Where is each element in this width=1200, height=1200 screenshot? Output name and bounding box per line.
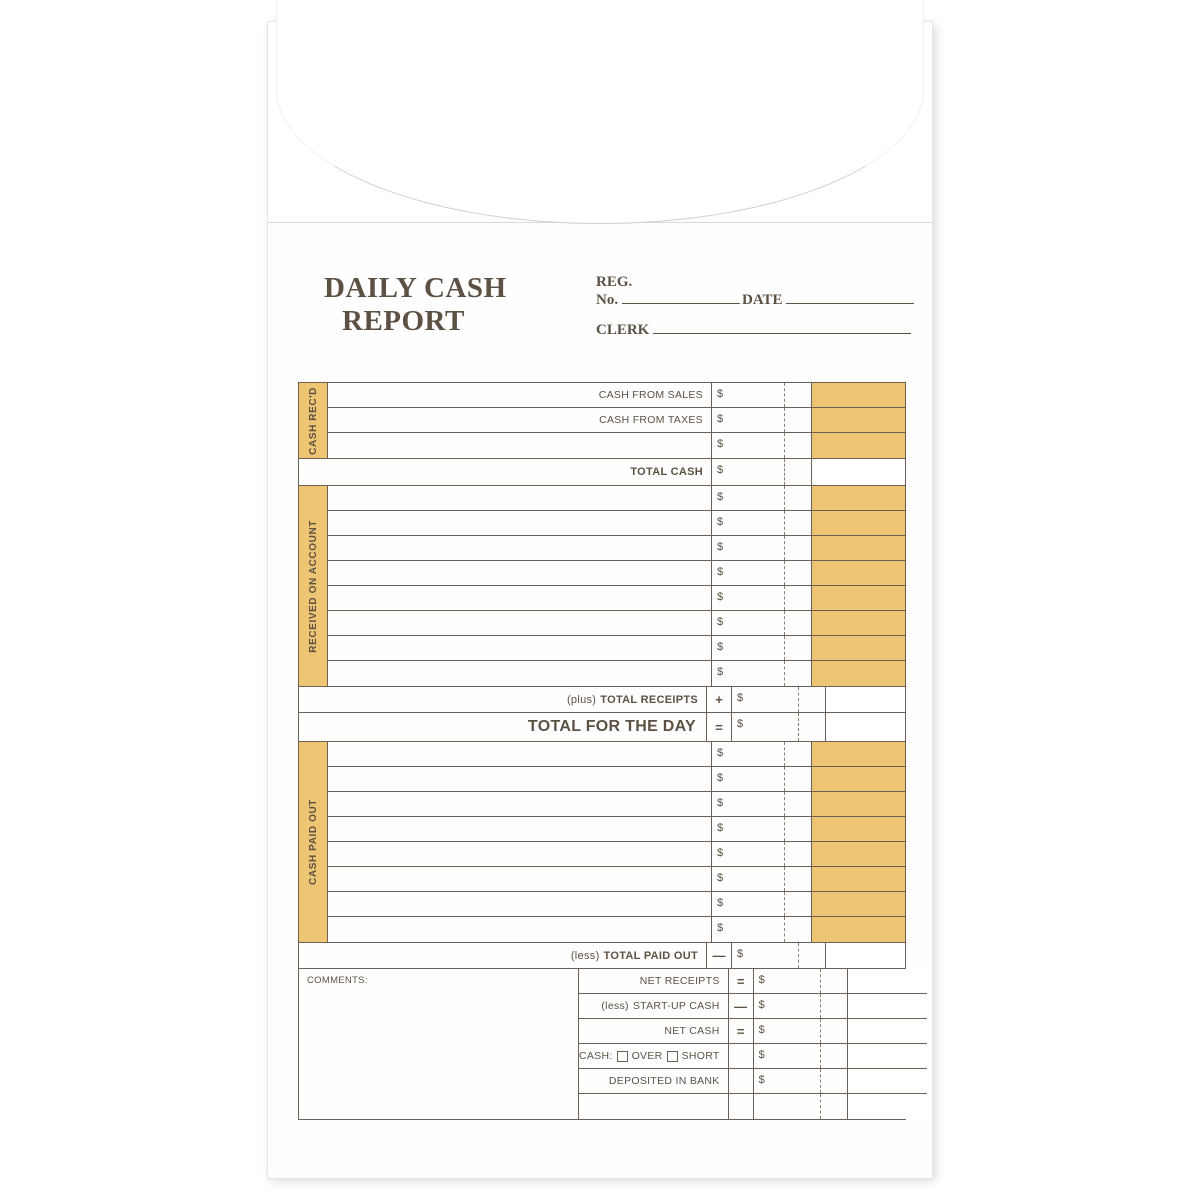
row-label [328, 536, 711, 560]
amount-cell[interactable] [711, 611, 811, 635]
accent-fill [811, 661, 905, 686]
row-label [328, 433, 711, 458]
row-label [328, 917, 711, 942]
cash-over-short-label [579, 1044, 728, 1068]
amount-cell[interactable] [711, 661, 811, 686]
row-label: NET CASH [664, 1025, 720, 1037]
row-tail [847, 1094, 927, 1119]
table-row[interactable] [328, 742, 905, 767]
cents-divider [820, 1019, 821, 1043]
accent-fill [811, 636, 905, 660]
table-row[interactable] [328, 511, 905, 536]
short-label: SHORT [681, 1050, 720, 1062]
amount-cell[interactable] [711, 892, 811, 916]
cents-divider [784, 892, 785, 916]
row-label [328, 867, 711, 891]
cents-divider [784, 661, 785, 686]
cents-divider [784, 917, 785, 942]
row-label [579, 994, 728, 1018]
cents-divider [784, 867, 785, 891]
section-rows [328, 383, 905, 458]
table-row[interactable] [328, 917, 905, 942]
accent-fill [811, 767, 905, 791]
cents-divider [784, 383, 785, 407]
total-for-the-day-tail [825, 713, 905, 741]
summary-section [299, 969, 905, 1119]
checkbox-over[interactable] [617, 1051, 628, 1062]
accent-fill [811, 917, 905, 942]
section-label-text: CASH PAID OUT [307, 799, 319, 885]
table-row[interactable] [579, 1019, 927, 1044]
operator-blank [728, 1094, 753, 1119]
operator-blank [728, 1044, 753, 1068]
reg-label: REG. [596, 274, 633, 290]
total-paid-out-tail [825, 943, 905, 968]
row-tail [847, 969, 927, 993]
accent-fill [811, 561, 905, 585]
clerk-label: CLERK [596, 322, 650, 338]
row-tail [847, 1019, 927, 1043]
row-label: NET RECEIPTS [639, 975, 720, 987]
daily-cash-report-grid [298, 382, 906, 1120]
section-cash-recd [299, 383, 905, 459]
table-row[interactable] [328, 586, 905, 611]
dollar-sign: $ [717, 772, 724, 784]
cents-divider [784, 486, 785, 510]
cents-divider [784, 767, 785, 791]
cents-divider [798, 943, 799, 968]
operator-blank [728, 1069, 753, 1093]
cents-divider [798, 687, 799, 712]
clerk-field[interactable] [596, 321, 911, 339]
cents-divider [784, 817, 785, 841]
table-row[interactable] [579, 994, 927, 1019]
accent-fill [811, 611, 905, 635]
dollar-sign: $ [717, 491, 724, 503]
cents-divider [784, 459, 785, 485]
amount-cell[interactable] [753, 1019, 847, 1043]
table-row[interactable] [328, 817, 905, 842]
total-receipts-label [299, 687, 706, 712]
row-label: CASH FROM SALES [598, 389, 703, 401]
row-label [328, 486, 711, 510]
row-label: DEPOSITED IN BANK [608, 1075, 720, 1087]
table-row[interactable] [328, 842, 905, 867]
dollar-sign: $ [717, 797, 724, 809]
accent-fill [811, 742, 905, 766]
dollar-sign: $ [717, 897, 724, 909]
dollar-sign: $ [758, 1074, 765, 1086]
dollar-sign: $ [717, 464, 724, 476]
total-receipts-qualifier: (plus) [566, 693, 597, 706]
accent-fill [811, 842, 905, 866]
operator-equals: = [728, 1019, 753, 1043]
dollar-sign: $ [737, 718, 744, 730]
row-label: CASH FROM TAXES [599, 414, 703, 426]
amount-cell[interactable] [711, 433, 811, 458]
dollar-sign: $ [717, 641, 724, 653]
dollar-sign: $ [737, 948, 744, 960]
row-text: START-UP CASH [632, 1000, 720, 1012]
cents-divider [784, 742, 785, 766]
table-row[interactable] [328, 636, 905, 661]
accent-fill [811, 433, 905, 458]
dollar-sign: $ [717, 922, 724, 934]
row-label [328, 892, 711, 916]
amount-cell[interactable] [753, 1044, 847, 1068]
dollar-sign: $ [758, 974, 765, 986]
row-tail [847, 1044, 927, 1068]
dollar-sign: $ [717, 747, 724, 759]
envelope-flap [268, 22, 932, 223]
row-tail [847, 994, 927, 1018]
table-row[interactable] [579, 1094, 927, 1119]
amount-cell[interactable] [753, 1069, 847, 1093]
accent-fill [811, 511, 905, 535]
table-row[interactable] [328, 383, 905, 408]
table-row[interactable] [328, 867, 905, 892]
form-header [298, 272, 908, 362]
amount-cell[interactable] [711, 767, 811, 791]
dollar-sign: $ [717, 413, 724, 425]
table-row[interactable] [328, 792, 905, 817]
over-label: OVER [631, 1050, 663, 1062]
cents-divider [784, 511, 785, 535]
row-label [579, 1094, 728, 1119]
accent-fill [811, 792, 905, 816]
dollar-sign: $ [717, 872, 724, 884]
title-line-2: REPORT [342, 305, 465, 337]
total-for-the-day-row[interactable] [299, 713, 905, 742]
amount-cell[interactable] [711, 867, 811, 891]
cents-divider [820, 1044, 821, 1068]
section-received-on-account [299, 486, 905, 686]
register-number-field[interactable] [596, 291, 740, 309]
row-label [328, 636, 711, 660]
operator-equals: = [728, 969, 753, 993]
row-label [328, 561, 711, 585]
section-label-text: CASH REC'D [307, 386, 319, 455]
amount-cell[interactable] [711, 383, 811, 407]
accent-fill [811, 383, 905, 407]
date-line[interactable] [786, 291, 914, 304]
amount-cell[interactable] [711, 842, 811, 866]
total-receipts-tail [825, 687, 905, 712]
section-rows [328, 742, 905, 942]
amount-cell[interactable] [753, 994, 847, 1018]
dollar-sign: $ [717, 388, 724, 400]
row-label [328, 792, 711, 816]
operator-minus: — [728, 994, 753, 1018]
amount-cell[interactable] [711, 636, 811, 660]
dollar-sign: $ [717, 516, 724, 528]
total-cash-tail [811, 459, 905, 485]
section-rows [328, 486, 905, 686]
dollar-sign: $ [758, 1049, 765, 1061]
total-receipts-row[interactable] [299, 686, 905, 713]
no-label: No. [596, 292, 619, 308]
table-row[interactable] [328, 661, 905, 686]
row-label [328, 842, 711, 866]
total-paid-out-qualifier: (less) [570, 949, 600, 962]
operator-minus: — [706, 943, 731, 968]
cents-divider [820, 969, 821, 993]
total-receipts-amount[interactable] [731, 687, 825, 712]
total-for-the-day-amount[interactable] [731, 713, 825, 741]
row-label [328, 742, 711, 766]
total-receipts-text: TOTAL RECEIPTS [600, 693, 698, 706]
dollar-sign: $ [717, 591, 724, 603]
envelope-document [268, 22, 932, 1178]
summary-rows [579, 969, 927, 1119]
cents-divider [820, 1069, 821, 1093]
accent-fill [811, 486, 905, 510]
amount-cell[interactable] [711, 586, 811, 610]
section-label-cash-recd [299, 383, 328, 458]
section-label-received-on-account [299, 486, 328, 686]
cents-divider [784, 536, 785, 560]
amount-cell[interactable] [711, 486, 811, 510]
amount-cell[interactable] [753, 1094, 847, 1119]
total-cash-amount[interactable] [711, 459, 811, 485]
cents-divider [784, 842, 785, 866]
cents-divider [784, 586, 785, 610]
amount-cell[interactable] [711, 792, 811, 816]
row-label [328, 511, 711, 535]
section-label-cash-paid-out [299, 742, 328, 942]
row-qualifier: (less) [601, 1000, 629, 1012]
amount-cell[interactable] [711, 511, 811, 535]
cents-divider [798, 713, 799, 741]
accent-fill [811, 892, 905, 916]
amount-cell[interactable] [711, 742, 811, 766]
page-title [324, 272, 574, 338]
dollar-sign: $ [717, 438, 724, 450]
date-label: DATE [742, 292, 783, 308]
cents-divider [784, 561, 785, 585]
total-cash-row[interactable] [299, 459, 905, 486]
cents-divider [784, 792, 785, 816]
row-label [328, 586, 711, 610]
clerk-line[interactable] [653, 321, 911, 334]
row-label [328, 767, 711, 791]
table-row[interactable] [328, 611, 905, 636]
dollar-sign: $ [717, 822, 724, 834]
accent-fill [811, 536, 905, 560]
envelope-flap-curve [276, 0, 924, 224]
dollar-sign: $ [717, 566, 724, 578]
dollar-sign: $ [717, 666, 724, 678]
amount-cell[interactable] [753, 969, 847, 993]
accent-fill [811, 408, 905, 432]
row-label [328, 817, 711, 841]
register-number-line[interactable] [622, 291, 740, 304]
dollar-sign: $ [717, 616, 724, 628]
table-row[interactable] [328, 408, 905, 433]
cents-divider [820, 994, 821, 1018]
operator-plus: + [706, 687, 731, 712]
accent-fill [811, 817, 905, 841]
total-for-the-day-label: TOTAL FOR THE DAY [527, 718, 696, 735]
table-row[interactable] [328, 892, 905, 917]
table-row[interactable] [579, 1069, 927, 1094]
cents-divider [784, 636, 785, 660]
amount-cell[interactable] [711, 817, 811, 841]
row-label [328, 661, 711, 686]
cents-divider [784, 408, 785, 432]
table-row[interactable] [328, 433, 905, 458]
date-field[interactable] [742, 291, 914, 309]
table-row-cash-over-short[interactable] [579, 1044, 927, 1069]
table-row[interactable] [328, 767, 905, 792]
accent-fill [811, 586, 905, 610]
amount-cell[interactable] [711, 408, 811, 432]
dollar-sign: $ [737, 692, 744, 704]
comments-box[interactable] [299, 969, 579, 1119]
table-row[interactable] [328, 486, 905, 511]
comments-label: COMMENTS: [307, 975, 368, 986]
title-line-1: DAILY CASH [324, 272, 507, 304]
amount-cell[interactable] [711, 917, 811, 942]
row-label [328, 611, 711, 635]
total-paid-out-text: TOTAL PAID OUT [603, 949, 698, 962]
cash-label: CASH: [579, 1050, 613, 1062]
total-paid-out-label [299, 943, 706, 968]
operator-equals: = [706, 713, 731, 741]
total-paid-out-amount[interactable] [731, 943, 825, 968]
dollar-sign: $ [758, 1024, 765, 1036]
section-label-text: RECEIVED ON ACCOUNT [307, 519, 319, 653]
dollar-sign: $ [717, 847, 724, 859]
total-paid-out-row[interactable] [299, 942, 905, 969]
table-row[interactable] [328, 561, 905, 586]
cents-divider [784, 433, 785, 458]
total-cash-label: TOTAL CASH [630, 466, 703, 478]
cents-divider [820, 1094, 821, 1119]
table-row[interactable] [328, 536, 905, 561]
accent-fill [811, 867, 905, 891]
amount-cell[interactable] [711, 561, 811, 585]
amount-cell[interactable] [711, 536, 811, 560]
row-tail [847, 1069, 927, 1093]
section-cash-paid-out [299, 742, 905, 942]
cents-divider [784, 611, 785, 635]
dollar-sign: $ [717, 541, 724, 553]
dollar-sign: $ [758, 999, 765, 1011]
table-row[interactable] [579, 969, 927, 994]
checkbox-short[interactable] [667, 1051, 678, 1062]
